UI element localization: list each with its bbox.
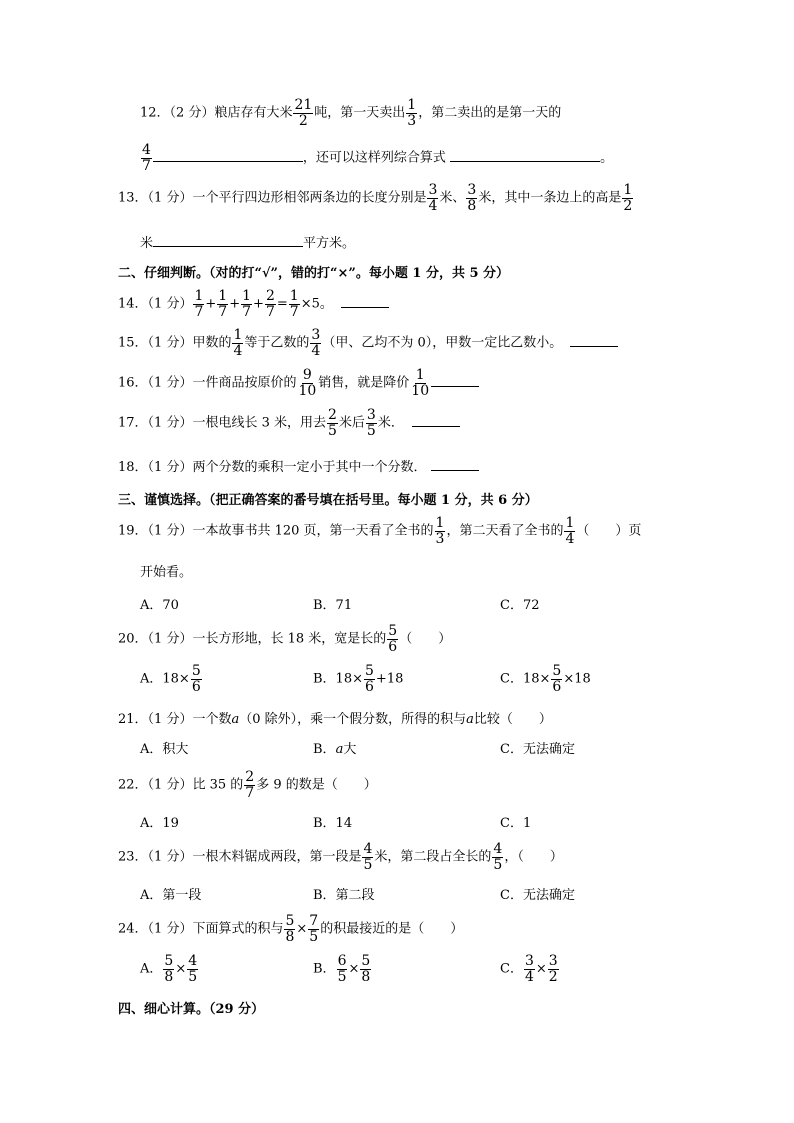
q13-text-2: 米、 [439, 190, 466, 206]
q17-text-2: 米后 [338, 415, 365, 431]
answer-blank[interactable] [153, 160, 303, 162]
q13-text-5: 平方米。 [303, 236, 356, 251]
option-c[interactable]: C．72 [500, 598, 540, 613]
q13-text-4: 米 [140, 236, 154, 251]
option-b[interactable]: B． $\frac{6}{5}$ × $\frac{5}{8}$ [313, 953, 371, 985]
fraction: $\frac{5}{6}$ [388, 623, 398, 655]
q14-number: 14．（1 分） [118, 296, 193, 312]
fraction: $\frac{5}{8}$ [361, 953, 371, 985]
option-c[interactable]: C．无法确定 [500, 888, 575, 903]
fraction: $\frac{1}{10}$ [411, 367, 430, 399]
q19-text-4: 开始看。 [140, 565, 193, 580]
fraction: $\frac{1}{4}$ [565, 515, 575, 547]
variable-a: a [466, 712, 474, 727]
q12-text-1: 12．（2 分）粮店存有大米 [140, 105, 293, 121]
fraction: $\frac{1}{4}$ [233, 327, 243, 359]
fraction: $\frac{5}{8}$ [164, 953, 174, 985]
fraction: $\frac{2}{7}$ [245, 769, 255, 801]
fraction: $\frac{1}{7}$ [218, 288, 228, 320]
q17-text-1: 17．（1 分）一根电线长 3 米，用去 [118, 415, 326, 431]
q19-text-2: ，第二天看了全书的 [446, 523, 564, 539]
question-13 [118, 183, 634, 213]
q12-text-3: ，第二卖出的是第一天的 [418, 105, 562, 121]
q13-text-1: 13．（1 分）一个平行四边形相邻两条边的长度分别是 [118, 190, 427, 206]
fraction: $\frac{3}{4}$ [311, 327, 321, 359]
fraction: $\frac{7}{5}$ [309, 913, 319, 945]
question-16 [118, 368, 479, 398]
option-c[interactable]: C．18× $\frac{5}{6}$ ×18 [500, 663, 591, 695]
q21-text-3: 比较（ ） [473, 712, 552, 727]
question-13-line-2 [140, 232, 355, 251]
q24-text-1: 24．（1 分）下面算式的积与 [118, 921, 284, 937]
option-a[interactable]: A．70 [140, 598, 179, 613]
question-12 [140, 98, 561, 128]
fraction: $\frac{1}{7}$ [242, 288, 252, 320]
q12-text-2: 吨，第一天卖出 [314, 105, 406, 121]
fraction: $\frac{5}{6}$ [552, 663, 562, 695]
q15-text-3: （甲、乙均不为 0），甲数一定比乙数小。 [322, 335, 563, 351]
variable-a: a [231, 712, 240, 727]
fraction: $\frac{3}{2}$ [548, 953, 558, 985]
fraction: $\frac{6}{5}$ [337, 953, 347, 985]
fraction: $\frac{4}{5}$ [493, 841, 503, 873]
question-12-line-2 [140, 143, 613, 173]
q22-text-2: 多 9 的数是（ ） [256, 777, 377, 793]
question-22 [118, 770, 377, 800]
q19-text-1: 19．（1 分）一本故事书共 120 页，第一天看了全书的 [118, 523, 434, 539]
option-b[interactable]: B．14 [313, 816, 353, 831]
option-c[interactable]: C． $\frac{3}{4}$ × $\frac{3}{2}$ [500, 953, 558, 985]
fraction: $\frac{3}{4}$ [524, 953, 534, 985]
q23-text-2: 米，第二段占全长的 [374, 849, 492, 865]
q16-text-2: 销售，就是降价 [318, 375, 410, 391]
question-14 [118, 289, 389, 319]
option-a[interactable]: A．19 [140, 816, 179, 831]
option-b[interactable]: B．第二段 [313, 888, 375, 903]
answer-blank[interactable] [431, 385, 479, 387]
fraction: $\frac{1}{3}$ [435, 515, 445, 547]
question-20 [118, 624, 451, 654]
q24-text-2: 的积最接近的是（ ） [320, 921, 464, 937]
fraction: $\frac{3}{5}$ [366, 407, 376, 439]
answer-blank[interactable] [450, 160, 600, 162]
answer-blank[interactable] [431, 469, 479, 471]
fraction: $\frac{1}{3}$ [407, 97, 417, 129]
q22-text-1: 22．（1 分）比 35 的 [118, 777, 244, 793]
q13-text-3: 米，其中一条边上的高是 [478, 190, 622, 206]
option-c[interactable]: C．1 [500, 816, 532, 831]
q23-text-1: 23．（1 分）一根木料锯成两段，第一段是 [118, 849, 362, 865]
fraction: $\frac{2}{5}$ [327, 407, 337, 439]
q14-tail: ×5。 [300, 296, 333, 312]
fraction: $\frac{3}{4}$ [428, 182, 438, 214]
fraction: $\frac{3}{8}$ [467, 182, 477, 214]
q19-text-3: （ ）页 [576, 523, 642, 539]
fraction: $\frac{4}{7}$ [142, 142, 151, 174]
q15-text-2: 等于乙数的 [244, 335, 310, 351]
question-24 [118, 914, 463, 944]
fraction: $\frac{5}{8}$ [285, 913, 295, 945]
section-heading-4: 四、细心计算。（29 分） [118, 1002, 265, 1017]
option-a[interactable]: A．第一段 [140, 888, 202, 903]
answer-blank[interactable] [153, 245, 303, 247]
q20-text-2: （ ） [399, 631, 452, 647]
q15-text-1: 15．（1 分）甲数的 [118, 335, 232, 351]
question-21 [118, 708, 552, 727]
fraction: $\frac{5}{6}$ [365, 663, 374, 695]
equals: = [276, 296, 288, 312]
plus: + [205, 296, 217, 312]
question-18 [118, 456, 479, 475]
q20-text-1: 20．（1 分）一长方形地，长 18 米，宽是长的 [118, 631, 387, 647]
plus: + [229, 296, 241, 312]
fraction: $\frac{9}{10}$ [298, 367, 317, 399]
option-a[interactable]: A． $\frac{5}{8}$ × $\frac{4}{5}$ [140, 953, 198, 985]
fraction: $\frac{4}{5}$ [363, 841, 373, 873]
q17-text-3: 米． [377, 415, 404, 431]
question-17 [118, 408, 460, 438]
option-b[interactable]: B．a大 [313, 742, 357, 757]
fraction: $\frac{1}{7}$ [194, 288, 204, 320]
q12-text-4: ，还可以这样列综合算式 [302, 150, 446, 166]
fraction: $\frac{2}{7}$ [265, 288, 275, 320]
q16-text-1: 16．（1 分）一件商品按原价的 [118, 375, 297, 391]
q23-text-3: ，（ ） [504, 849, 563, 865]
fraction: $\frac{5}{6}$ [191, 663, 201, 695]
q21-text-2: （0 除外），乘一个假分数，所得的积与 [239, 712, 467, 727]
question-15 [118, 328, 618, 358]
fraction: $\frac{4}{5}$ [188, 953, 198, 985]
option-c[interactable]: C．无法确定 [500, 742, 575, 757]
q21-text-1: 21．（1 分）一个数 [118, 712, 232, 727]
fraction: $\frac{1}{2}$ [623, 182, 633, 214]
question-19-line-2 [140, 561, 192, 580]
question-23 [118, 842, 563, 872]
option-a[interactable]: A．18× $\frac{5}{6}$ [140, 663, 201, 695]
answer-blank[interactable] [412, 425, 460, 427]
answer-blank[interactable] [341, 306, 389, 308]
option-a[interactable]: A．积大 [140, 742, 189, 757]
section-heading-3: 三、谨慎选择。（把正确答案的番号填在括号里。每小题 1 分，共 6 分） [118, 493, 538, 508]
q18-text: 18．（1 分）两个分数的乘积一定小于其中一个分数． [118, 460, 427, 475]
plus: + [253, 296, 264, 312]
section-heading-2: 二、仔细判断。（对的打“√”，错的打“×”。每小题 1 分，共 5 分） [118, 266, 510, 281]
fraction: $\frac{1}{7}$ [289, 288, 299, 320]
answer-blank[interactable] [570, 345, 618, 347]
q12-period: 。 [600, 150, 614, 166]
option-b[interactable]: B．71 [313, 598, 353, 613]
question-19 [118, 516, 641, 546]
fraction: $\frac{21}{2}$ [294, 97, 313, 129]
times: × [296, 921, 308, 937]
option-b[interactable]: B．18× $\frac{5}{6}$ +18 [313, 663, 404, 695]
